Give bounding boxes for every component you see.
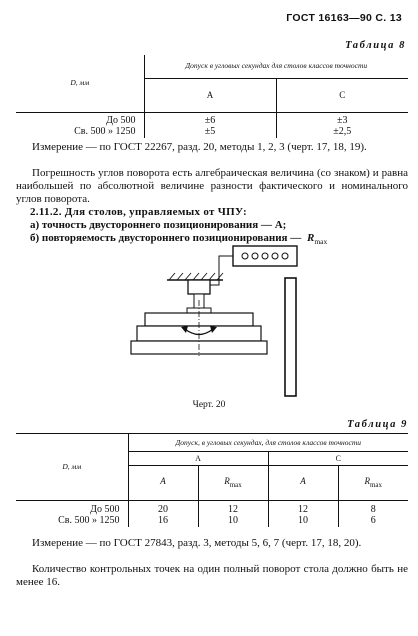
indicator-lamp [282, 253, 288, 259]
indicator-box [233, 246, 297, 266]
encoder-housing [188, 280, 210, 294]
subcol-symbol: R [364, 476, 370, 487]
table-9-cell: 10 [198, 515, 268, 527]
table-8-cell: ±3 [276, 112, 408, 126]
clause-title-text: 2.11.2. Для столов, управляемых от ЧПУ: [30, 206, 247, 218]
table-8-row-header: D, мм [16, 55, 144, 112]
table-9-subcol [268, 466, 338, 501]
table-9-cell: 10 [268, 515, 338, 527]
error-note-paragraph: Погрешность углов поворота есть алгебраическая величина (со знаком) и равна наибольшей по абсолютной величине разности фактического и номинального углов поворота. [16, 167, 408, 205]
table-8 [16, 55, 408, 138]
clause-item-b-text: б) повторяемость двустороннего позиционирования — [30, 232, 302, 244]
table-9-group-header: Допуск, в угловых секундах, для столов классов точности [128, 434, 408, 452]
table-8-cell: ±2,5 [276, 126, 408, 138]
subcol-symbol: A [160, 476, 166, 487]
table-row [16, 112, 408, 126]
table-9-subcol [338, 466, 408, 501]
table-9-cell: 8 [338, 501, 408, 516]
clause-item-b-subscript: max [314, 237, 328, 247]
table-9 [16, 433, 408, 527]
table-8-col-a: A [144, 78, 276, 112]
table-9-class-c: C [268, 452, 408, 466]
indicator-lamp [262, 253, 268, 259]
table-8-row-label: Св. 500 » 1250 [74, 125, 136, 137]
table-9-row-header: D, мм [16, 434, 128, 501]
hatching [169, 273, 223, 280]
clause-item-b-symbol: R [307, 232, 315, 244]
table-9-subcol [128, 466, 198, 501]
table-8-col-c: C [276, 78, 408, 112]
table-8-row-label: До 500 [106, 114, 136, 126]
figure-20-drawing [95, 240, 315, 400]
indicator-lamp [272, 253, 278, 259]
table-9-cell: 20 [128, 501, 198, 516]
measurement-paragraph-2: Измерение — по ГОСТ 27843, разд. 3, методы 5, 6, 7 (черт. 17, 18, 20). [32, 537, 362, 549]
figure-20-caption: Черт. 20 [192, 400, 226, 410]
clause-item-a: а) точность двустороннего позиционирования — A; [30, 219, 287, 231]
table-9-row-label: Св. 500 » 1250 [58, 515, 120, 526]
table-8-group-header: Допуск в угловых секундах для столов классов точности [144, 55, 408, 78]
table-9-row-label: До 500 [90, 504, 120, 515]
table-9-subcol [198, 466, 268, 501]
table-9-cell: 12 [198, 501, 268, 516]
subcol-subscript: max [229, 480, 242, 489]
table-row [16, 501, 408, 516]
table-9-caption: Таблица 9 [347, 419, 408, 430]
table-9-cell: 16 [128, 515, 198, 527]
clause-title [16, 206, 408, 219]
table-8-caption: Таблица 8 [345, 40, 406, 51]
table-8-cell: ±6 [144, 112, 276, 126]
indicator-lamp [242, 253, 248, 259]
table-9-cell: 12 [268, 501, 338, 516]
subcol-symbol: R [224, 476, 230, 487]
table-9-class-a: A [128, 452, 268, 466]
table-row [16, 126, 408, 138]
page-header: ГОСТ 16163—90 С. 13 [286, 12, 402, 24]
subcol-symbol: A [300, 476, 306, 487]
support-column [285, 278, 296, 396]
control-points-paragraph: Количество контрольных точек на один полный поворот стола должно быть не менее 16. [16, 563, 408, 588]
measurement-paragraph-1: Измерение — по ГОСТ 22267, разд. 20, методы 1, 2, 3 (черт. 17, 18, 19). [32, 141, 367, 153]
indicator-lamp [252, 253, 258, 259]
subcol-subscript: max [369, 480, 383, 489]
table-row [16, 515, 408, 527]
table-8-cell: ±5 [144, 126, 276, 138]
table-9-cell: 6 [338, 515, 408, 527]
